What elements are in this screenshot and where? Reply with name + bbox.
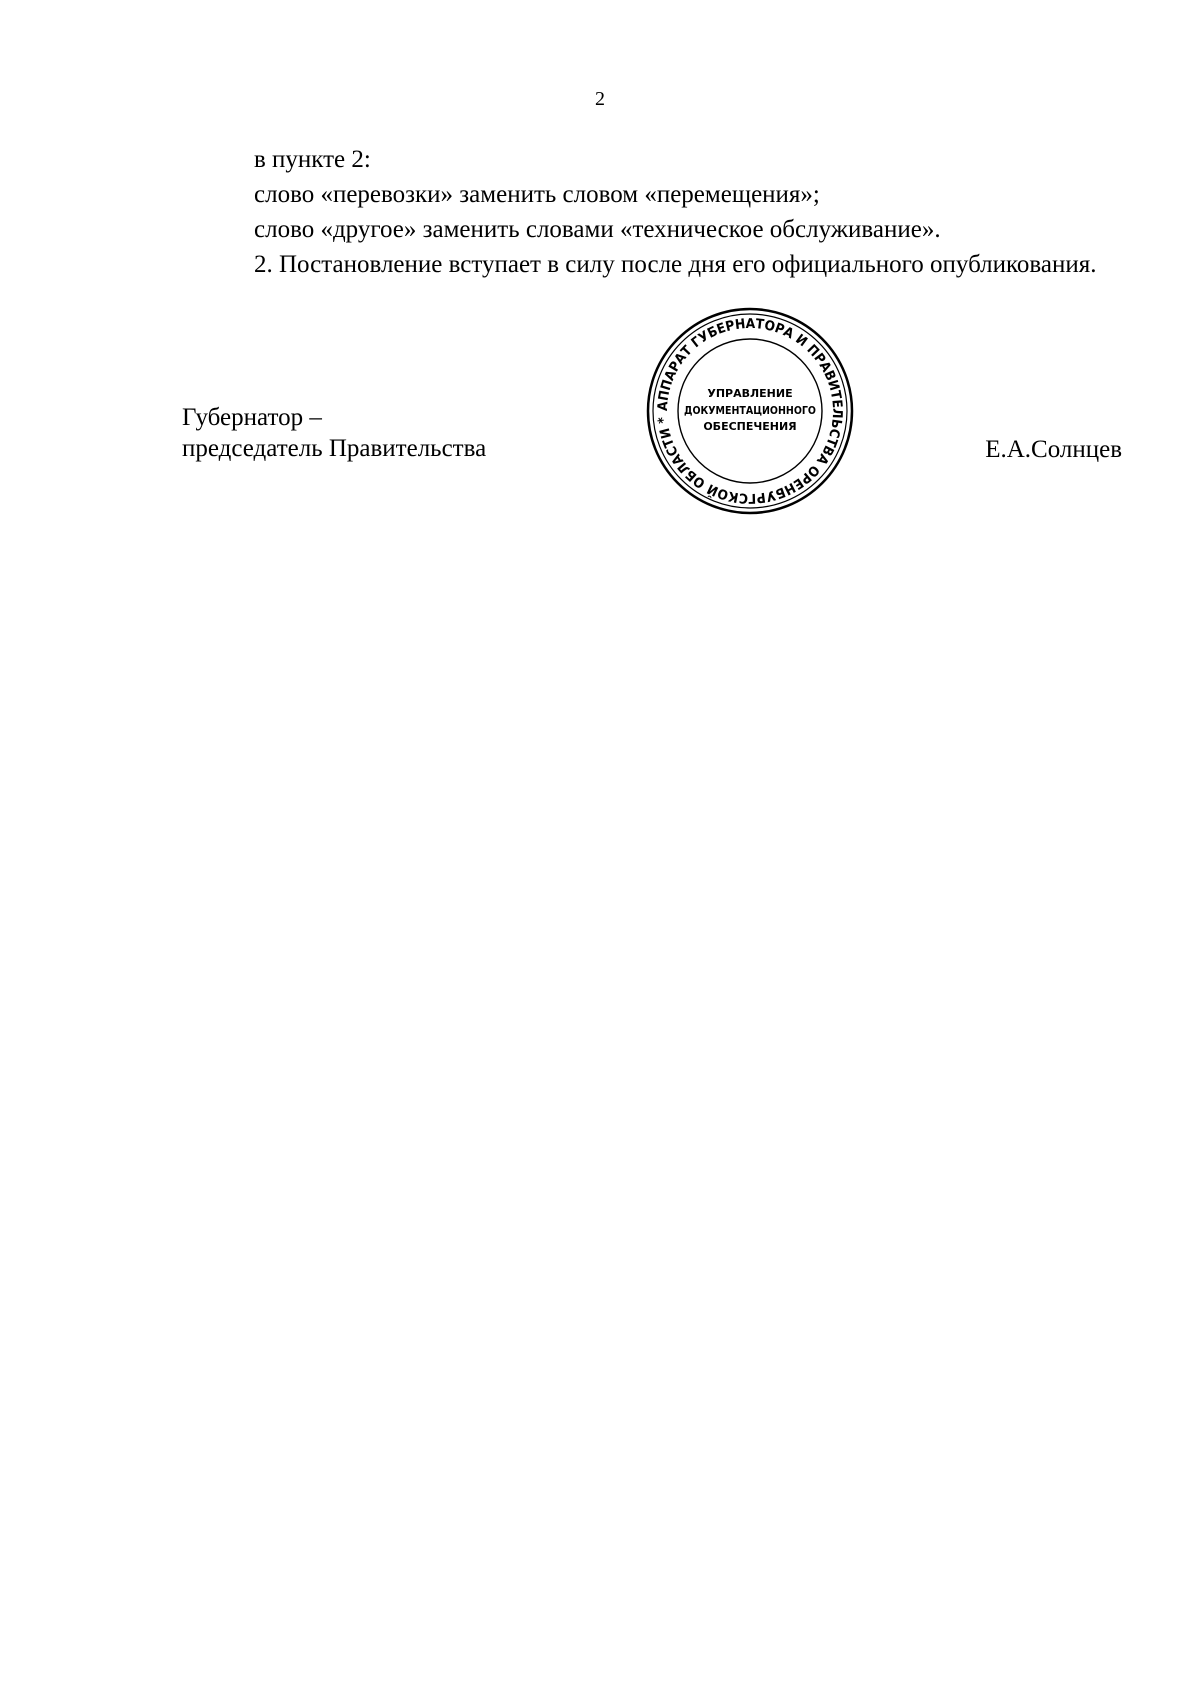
- paragraph-entry-into-force: 2. Постановление вступает в силу после дня его официального опубликования.: [254, 251, 1097, 278]
- paragraph-replace-transport: слово «перевозки» заменить словом «перемещения»;: [254, 181, 820, 208]
- official-seal: [645, 306, 855, 516]
- signatory-position-line-1: Губернатор –: [182, 404, 322, 431]
- seal-center-line-2: ДОКУМЕНТАЦИОННОГО: [684, 405, 817, 417]
- signatory-position-line-2: председатель Правительства: [182, 435, 487, 462]
- signatory-position: [182, 402, 486, 464]
- signatory-name: Е.А.Солнцев: [985, 436, 1122, 463]
- paragraph-replace-other: слово «другое» заменить словами «техническое обслуживание».: [254, 216, 941, 243]
- paragraph-item-2-header: в пункте 2:: [254, 146, 371, 173]
- seal-center-line-1: УПРАВЛЕНИЕ: [707, 387, 793, 400]
- seal-center-line-3: ОБЕСПЕЧЕНИЯ: [703, 420, 797, 433]
- document-body: [182, 142, 1122, 282]
- page-number: 2: [595, 88, 605, 110]
- seal-ring-textpath: АППАРАТ ГУБЕРНАТОРА И ПРАВИТЕЛЬСТВА ОРЕНБУРГСКОЙ ОБЛАСТИ *: [654, 315, 846, 507]
